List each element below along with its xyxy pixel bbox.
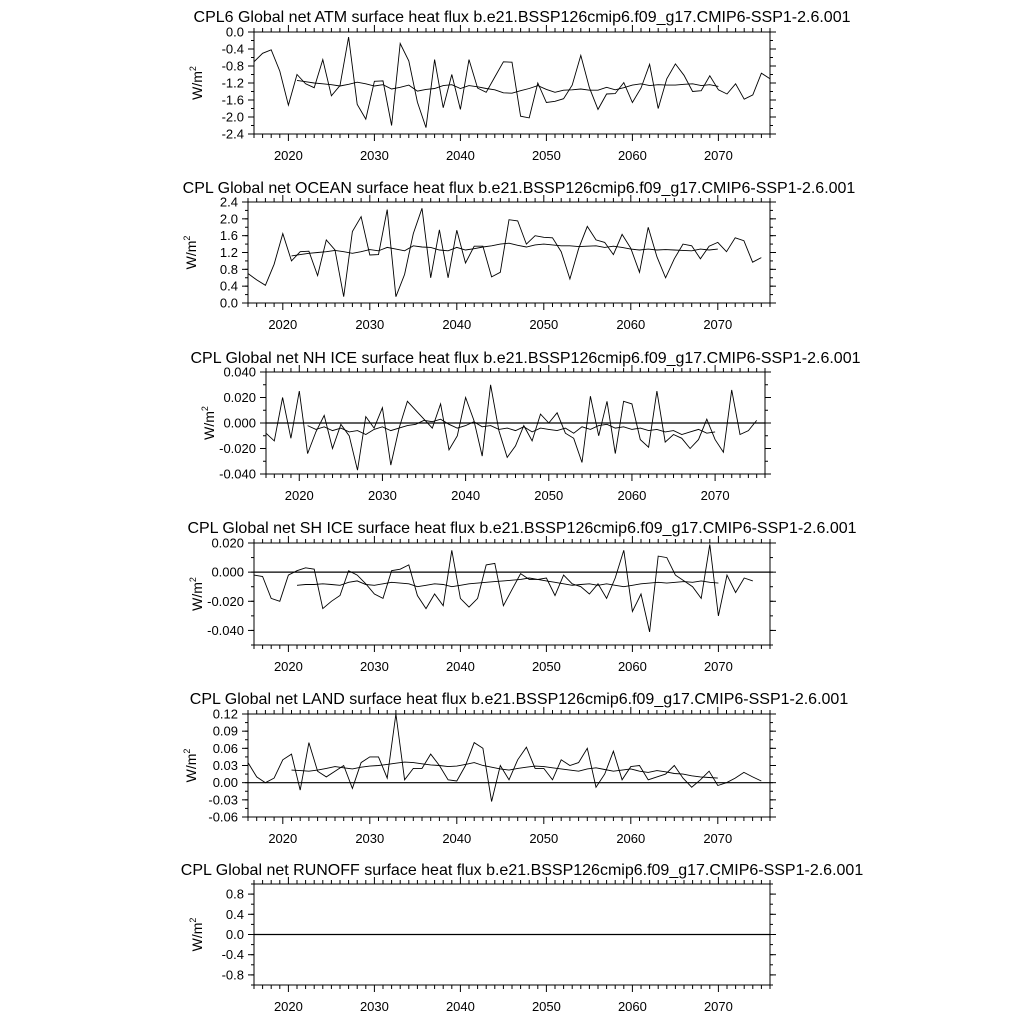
- y-tick-label: -0.06: [208, 809, 238, 825]
- x-tick-label: 2020: [268, 317, 298, 332]
- x-tick-label: 2060: [616, 317, 646, 332]
- y-tick-label: -0.020: [219, 441, 256, 456]
- x-tick-label: 2030: [359, 999, 389, 1014]
- y-axis-label-superscript: 2: [188, 66, 198, 72]
- y-tick-label: 0.020: [223, 390, 256, 405]
- y-tick-label: -0.040: [219, 466, 256, 482]
- y-tick-label: 0.020: [211, 535, 244, 551]
- series-line-annual: [248, 208, 761, 296]
- plot-frame: [254, 32, 770, 134]
- y-tick-label: -0.020: [207, 593, 244, 609]
- y-axis-label: [200, 406, 217, 440]
- panel-2: [182, 180, 855, 332]
- panel-title: CPL6 Global net ATM surface heat flux b.e21.BSSP126cmip6.f09_g17.CMIP6-SSP1-2.6.001: [193, 9, 851, 26]
- x-tick-label: 2050: [531, 999, 561, 1014]
- y-tick-label: 0.06: [212, 740, 238, 756]
- y-tick-label: -0.8: [221, 58, 244, 74]
- x-tick-label: 2030: [355, 831, 385, 846]
- plot-frame: [254, 543, 770, 645]
- x-tick-label: 2040: [442, 317, 472, 332]
- y-tick-label: 0.4: [219, 278, 238, 294]
- x-tick-label: 2020: [273, 659, 303, 674]
- y-tick-label: 0.0: [225, 24, 244, 40]
- y-tick-label: 0.4: [225, 906, 244, 922]
- x-tick-label: 2070: [703, 659, 733, 674]
- x-tick-label: 2050: [529, 831, 559, 846]
- y-tick-label: 0.8: [219, 261, 238, 277]
- x-tick-label: 2020: [273, 148, 303, 163]
- y-axis-label-superscript: 2: [182, 748, 192, 754]
- x-tick-label: 2020: [268, 831, 298, 846]
- x-tick-label: 2040: [445, 999, 475, 1014]
- y-tick-label: -0.040: [207, 622, 244, 638]
- y-tick-label: -0.4: [221, 41, 244, 57]
- y-tick-label: 0.000: [223, 415, 256, 431]
- y-tick-label: -0.8: [221, 967, 244, 983]
- panel-title: CPL Global net SH ICE surface heat flux b.e21.BSSP126cmip6.f09_g17.CMIP6-SSP1-2.6.001: [187, 520, 857, 537]
- panel-5: [182, 691, 848, 846]
- y-tick-label: 0.12: [212, 706, 238, 722]
- plot-frame: [248, 714, 770, 817]
- x-tick-label: 2060: [617, 148, 647, 163]
- x-tick-label: 2040: [445, 659, 475, 674]
- x-tick-label: 2030: [367, 488, 397, 503]
- x-tick-label: 2060: [617, 999, 647, 1014]
- y-tick-label: 0.000: [211, 564, 244, 580]
- panel-4: [187, 520, 856, 674]
- x-tick-label: 2050: [534, 488, 564, 503]
- y-tick-label: -1.6: [221, 92, 244, 108]
- x-tick-label: 2030: [355, 317, 385, 332]
- y-tick-label: 1.2: [219, 245, 238, 260]
- x-tick-label: 2040: [445, 148, 475, 163]
- x-tick-label: 2060: [616, 831, 646, 846]
- y-tick-label: 0.03: [212, 758, 238, 773]
- y-tick-label: 0.00: [212, 775, 238, 791]
- y-axis-label-text: W/m: [189, 922, 205, 952]
- y-tick-label: -0.03: [208, 792, 238, 808]
- y-axis-label: [188, 66, 205, 100]
- x-tick-label: 2070: [703, 148, 733, 163]
- x-tick-label: 2070: [703, 317, 733, 332]
- x-tick-label: 2020: [273, 999, 303, 1014]
- x-tick-label: 2050: [529, 317, 559, 332]
- y-axis-label-superscript: 2: [188, 917, 198, 923]
- panel-title: CPL Global net RUNOFF surface heat flux b.e21.BSSP126cmip6.f09_g17.CMIP6-SSP1-2.6.001: [180, 862, 864, 879]
- x-tick-label: 2050: [531, 148, 561, 163]
- y-axis-label-text: W/m: [183, 240, 199, 270]
- panel-1: [188, 9, 851, 163]
- x-tick-label: 2060: [617, 659, 647, 674]
- y-axis-label-superscript: 2: [188, 577, 198, 583]
- y-tick-label: 0.09: [212, 723, 238, 739]
- y-axis-label-text: W/m: [183, 753, 199, 783]
- series-line-annual: [266, 385, 757, 470]
- x-tick-label: 2020: [284, 488, 314, 503]
- plot-frame: [248, 202, 770, 303]
- x-tick-label: 2030: [359, 148, 389, 163]
- y-tick-label: 2.4: [219, 194, 238, 210]
- panel-title: CPL Global net LAND surface heat flux b.e21.BSSP126cmip6.f09_g17.CMIP6-SSP1-2.6.001: [189, 691, 849, 708]
- y-tick-label: -1.2: [221, 75, 244, 91]
- y-tick-label: -2.0: [221, 109, 244, 125]
- y-tick-label: 0.0: [225, 927, 244, 942]
- panel-title: CPL Global net NH ICE surface heat flux b.e21.BSSP126cmip6.f09_g17.CMIP6-SSP1-2.6.001: [190, 350, 861, 367]
- panel-title: CPL Global net OCEAN surface heat flux b.e21.BSSP126cmip6.f09_g17.CMIP6-SSP1-2.6.001: [182, 180, 856, 197]
- x-tick-label: 2070: [703, 999, 733, 1014]
- series-line-annual: [254, 37, 770, 128]
- series-line-running-mean: [308, 419, 715, 434]
- panel-6: [181, 862, 864, 1014]
- y-axis-label-text: W/m: [189, 71, 205, 100]
- y-axis-label: [182, 749, 199, 783]
- x-tick-label: 2040: [442, 831, 472, 846]
- y-tick-label: 0.8: [225, 886, 244, 902]
- x-tick-label: 2040: [451, 488, 481, 503]
- y-axis-label-superscript: 2: [200, 406, 210, 412]
- y-tick-label: 0.040: [223, 364, 256, 380]
- series-line-annual: [254, 545, 753, 632]
- x-tick-label: 2070: [703, 831, 733, 846]
- y-tick-label: 2.0: [219, 211, 238, 227]
- series-line-annual: [248, 714, 761, 802]
- x-tick-label: 2030: [359, 659, 389, 674]
- x-tick-label: 2070: [700, 488, 730, 503]
- y-tick-label: 1.6: [219, 228, 238, 244]
- y-axis-label-text: W/m: [201, 411, 217, 440]
- y-axis-label: [188, 577, 205, 611]
- series-line-running-mean: [292, 762, 718, 778]
- y-tick-label: 0.0: [219, 295, 238, 311]
- y-axis-label: [182, 236, 199, 270]
- y-tick-label: -2.4: [221, 126, 244, 142]
- y-axis-label: [188, 918, 205, 952]
- y-tick-label: -0.4: [221, 947, 244, 963]
- y-axis-label-text: W/m: [189, 582, 205, 611]
- panel-3: [191, 350, 861, 503]
- x-tick-label: 2060: [617, 488, 647, 503]
- x-tick-label: 2050: [531, 659, 561, 674]
- y-axis-label-superscript: 2: [182, 235, 192, 241]
